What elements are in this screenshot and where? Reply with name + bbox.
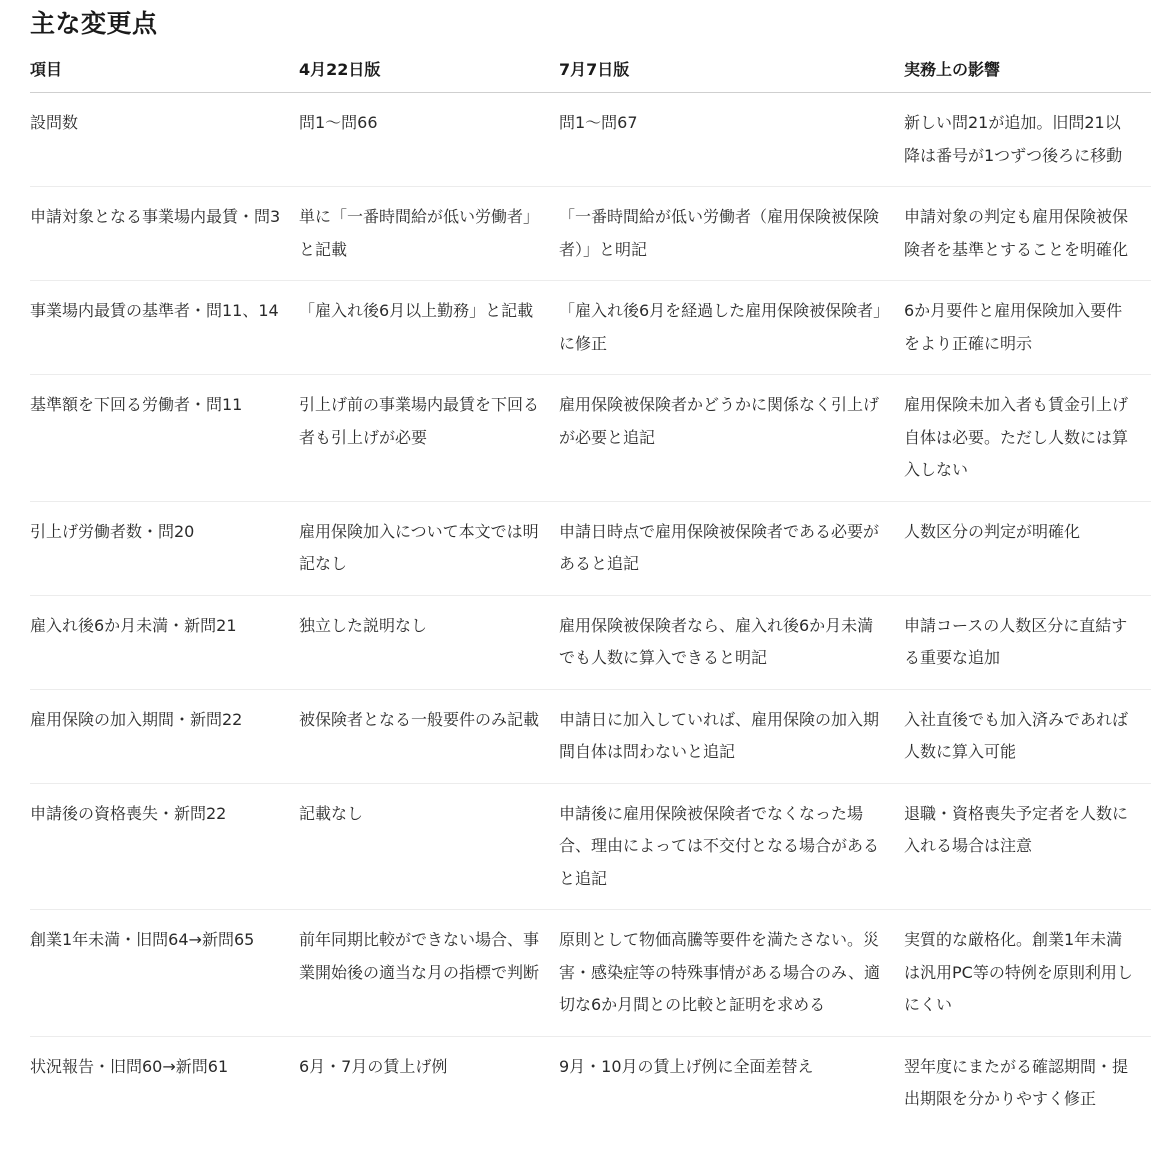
cell-jul7: 雇用保険被保険者かどうかに関係なく引上げが必要と追記	[559, 375, 904, 502]
table-header-row	[30, 52, 1151, 93]
page-title: 主な変更点	[30, 9, 158, 38]
cell-jul7: 問1～問67	[559, 93, 904, 187]
table-row	[30, 910, 1151, 1037]
table-row	[30, 689, 1151, 783]
cell-jul7: 申請日に加入していれば、雇用保険の加入期間自体は問わないと追記	[559, 689, 904, 783]
cell-apr22: 記載なし	[299, 783, 559, 910]
table-row	[30, 187, 1151, 281]
cell-apr22: 独立した説明なし	[299, 595, 559, 689]
cell-impact: 人数区分の判定が明確化	[904, 501, 1151, 595]
cell-item: 事業場内最賃の基準者・問11、14	[30, 281, 299, 375]
cell-item: 創業1年未満・旧問64→新問65	[30, 910, 299, 1037]
table-row	[30, 375, 1151, 502]
cell-item: 設問数	[30, 93, 299, 187]
cell-apr22: 雇用保険加入について本文では明記なし	[299, 501, 559, 595]
cell-apr22: 引上げ前の事業場内最賃を下回る者も引上げが必要	[299, 375, 559, 502]
cell-apr22: 被保険者となる一般要件のみ記載	[299, 689, 559, 783]
cell-impact: 翌年度にまたがる確認期間・提出期限を分かりやすく修正	[904, 1056, 1129, 1108]
table-row	[30, 93, 1151, 187]
cell-impact: 6か月要件と雇用保険加入要件をより正確に明示	[904, 281, 1151, 375]
column-header-impact: 実務上の影響	[904, 52, 1151, 93]
cell-jul7: 「一番時間給が低い労働者（雇用保険被保険者）」と明記	[559, 187, 904, 281]
cell-impact: 新しい問21が追加。旧問21以降は番号が1つずつ後ろに移動	[904, 93, 1151, 187]
cell-apr22: 「雇入れ後6月以上勤務」と記載	[299, 281, 559, 375]
cell-jul7: 9月・10月の賃上げ例に全面差替え	[559, 1056, 814, 1076]
cell-impact: 申請コースの人数区分に直結する重要な追加	[904, 595, 1151, 689]
cell-impact: 申請対象の判定も雇用保険被保険者を基準とすることを明確化	[904, 187, 1151, 281]
cell-item: 雇入れ後6か月未満・新問21	[30, 595, 299, 689]
cell-item: 状況報告・旧問60→新問61	[30, 1056, 229, 1076]
cell-impact: 退職・資格喪失予定者を人数に入れる場合は注意	[904, 783, 1151, 910]
cell-item: 基準額を下回る労働者・問11	[30, 375, 299, 502]
cell-item: 申請対象となる事業場内最賃・問3	[30, 187, 299, 281]
table-row	[30, 595, 1151, 689]
table-row	[30, 783, 1151, 910]
cell-impact: 入社直後でも加入済みであれば人数に算入可能	[904, 689, 1151, 783]
column-header-apr22: 4月22日版	[299, 52, 559, 93]
table-row	[30, 281, 1151, 375]
cell-item: 雇用保険の加入期間・新問22	[30, 689, 299, 783]
cell-apr22: 問1～問66	[299, 93, 559, 187]
cell-apr22: 前年同期比較ができない場合、事業開始後の適当な月の指標で判断	[299, 910, 559, 1037]
column-header-jul7: 7月7日版	[559, 52, 904, 93]
cell-jul7: 雇用保険被保険者なら、雇入れ後6か月未満でも人数に算入できると明記	[559, 595, 904, 689]
cell-item: 引上げ労働者数・問20	[30, 501, 299, 595]
cell-jul7: 申請日時点で雇用保険被保険者である必要があると追記	[559, 501, 904, 595]
table-row	[30, 501, 1151, 595]
column-header-item: 項目	[30, 52, 299, 93]
cell-apr22: 単に「一番時間給が低い労働者」と記載	[299, 187, 559, 281]
changes-table	[30, 52, 1151, 1130]
cell-item: 申請後の資格喪失・新問22	[30, 783, 299, 910]
cell-impact: 実質的な厳格化。創業1年未満は汎用PC等の特例を原則利用しにくい	[904, 910, 1151, 1037]
cell-jul7: 原則として物価高騰等要件を満たさない。災害・感染症等の特殊事情がある場合のみ、適切な6か月間との比較と証明を求める	[559, 910, 904, 1037]
cell-apr22: 6月・7月の賃上げ例	[299, 1056, 448, 1076]
table-row	[30, 1036, 1151, 1130]
cell-impact: 雇用保険未加入者も賃金引上げ自体は必要。ただし人数には算入しない	[904, 375, 1151, 502]
cell-jul7: 申請後に雇用保険被保険者でなくなった場合、理由によっては不交付となる場合があると追記	[559, 783, 904, 910]
cell-jul7: 「雇入れ後6月を経過した雇用保険被保険者」に修正	[559, 281, 904, 375]
